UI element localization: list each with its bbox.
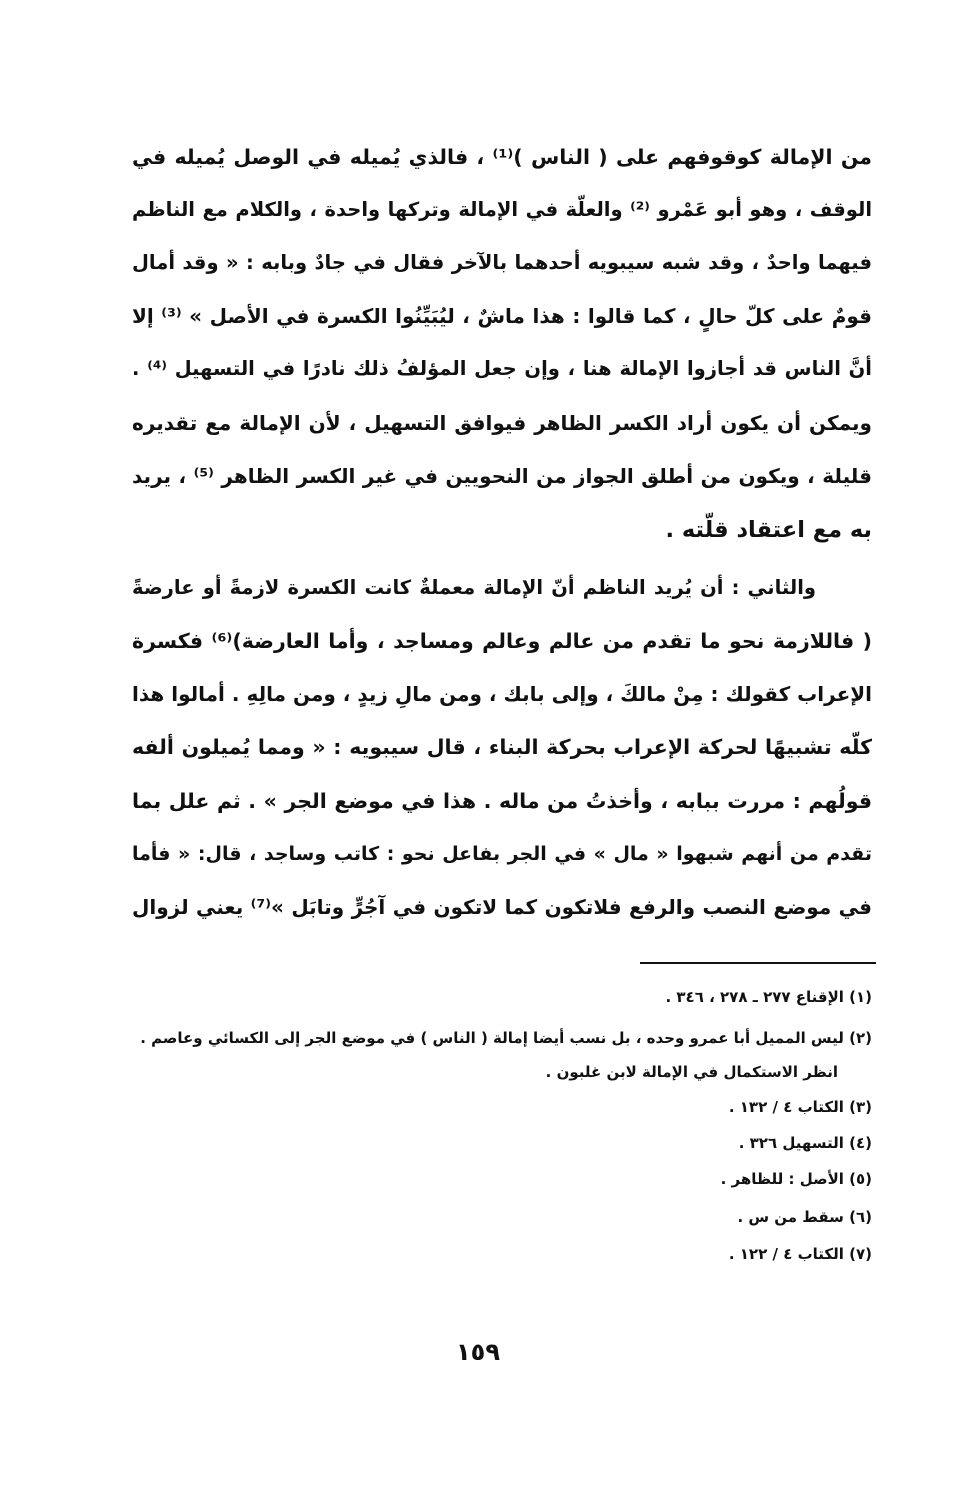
text-line: قولُهم : مررت ببابه ، وأخذتُ من ماله . هذا في موضع الجر » . ثم علل بما: [132, 789, 872, 813]
text-line: ويمكن أن يكون أراد الكسر الظاهر فيوافق التسهيل ، لأن الإمالة مع تقديره: [132, 411, 872, 435]
text-line: أنَّ الناس قد أجازوا الإمالة هنا ، وإن جعل المؤلفُ ذلك نادرًا في التسهيل ⁽⁴⁾ .: [132, 357, 872, 380]
text-line: في موضع النصب والرفع فلاتكون كما لاتكون في آجُرٍّ وتابَل »⁽⁷⁾ يعني لزوال: [132, 895, 872, 919]
footnote: (٢) ليس المميل أبا عمرو وحده ، بل نسب أيضا إمالة ( الناس ) في موضع الجر إلى الكسائي وعاصم .: [140, 1029, 872, 1047]
text-line: من الإمالة كوقوفهم على ( الناس )⁽¹⁾ ، فالذي يُميله في الوصل يُميله في: [132, 145, 872, 169]
text-line: ( فاللازمة نحو ما تقدم من عالم وعالم ومساجد ، وأما العارضة)⁽⁶⁾ فكسرة: [132, 629, 872, 653]
text-line: به مع اعتقاد قلّته .: [665, 517, 872, 543]
text-line: تقدم من أنهم شبهوا « مال » في الجر بفاعل نحو : كاتب وساجد ، قال: « فأما: [132, 843, 872, 865]
footnote-separator: [640, 962, 876, 964]
footnote: (٤) التسهيل ٣٢٦ .: [738, 1134, 872, 1152]
text-line: كلّه تشبيهًا لحركة الإعراب بحركة البناء ، قال سيبويه : « ومما يُميلون ألفه: [132, 735, 872, 759]
footnote: (٣) الكتاب ٤ / ١٣٢ .: [728, 1098, 872, 1116]
text-line: الإعراب كقولك : مِنْ مالكَ ، وإلى بابك ، ومن مالِ زيدٍ ، ومن مالِهِ . أمالوا هذا: [132, 682, 872, 706]
footnote: (٥) الأصل : للظاهر .: [720, 1170, 872, 1188]
footnote: (١) الإقناع ٢٧٧ ـ ٢٧٨ ، ٣٤٦ .: [665, 988, 872, 1006]
footnote: (٦) سقط من س .: [737, 1208, 872, 1226]
page-number: ١٥٩: [456, 1338, 500, 1366]
text-line: قليلة ، ويكون من أطلق الجواز من النحويين في غير الكسر الظاهر ⁽⁵⁾ ، يريد: [132, 464, 872, 488]
text-line: الوقف ، وهو أبو عَمْرو ⁽²⁾ والعلّة في الإمالة وتركها واحدة ، والكلام مع الناظم: [132, 198, 872, 221]
text-line: فيهما واحدٌ ، وقد شبه سيبويه أحدهما بالآخر فقال في جادٌ وبابه : « وقد أمال: [132, 251, 872, 274]
footnote-continuation: انظر الاستكمال في الإمالة لابن غلبون .: [545, 1063, 838, 1081]
text-line: قومٌ على كلّ حالٍ ، كما قالوا : هذا ماشٌ ، ليُبَيِّنُوا الكسرة في الأصل » ⁽³⁾ إلا: [132, 304, 872, 328]
footnote: (٧) الكتاب ٤ / ١٢٢ .: [728, 1245, 872, 1263]
paragraph-first-line: والثاني : أن يُريد الناظم أنّ الإمالة معملةٌ كانت الكسرة لازمةً أو عارضةً: [132, 576, 816, 599]
